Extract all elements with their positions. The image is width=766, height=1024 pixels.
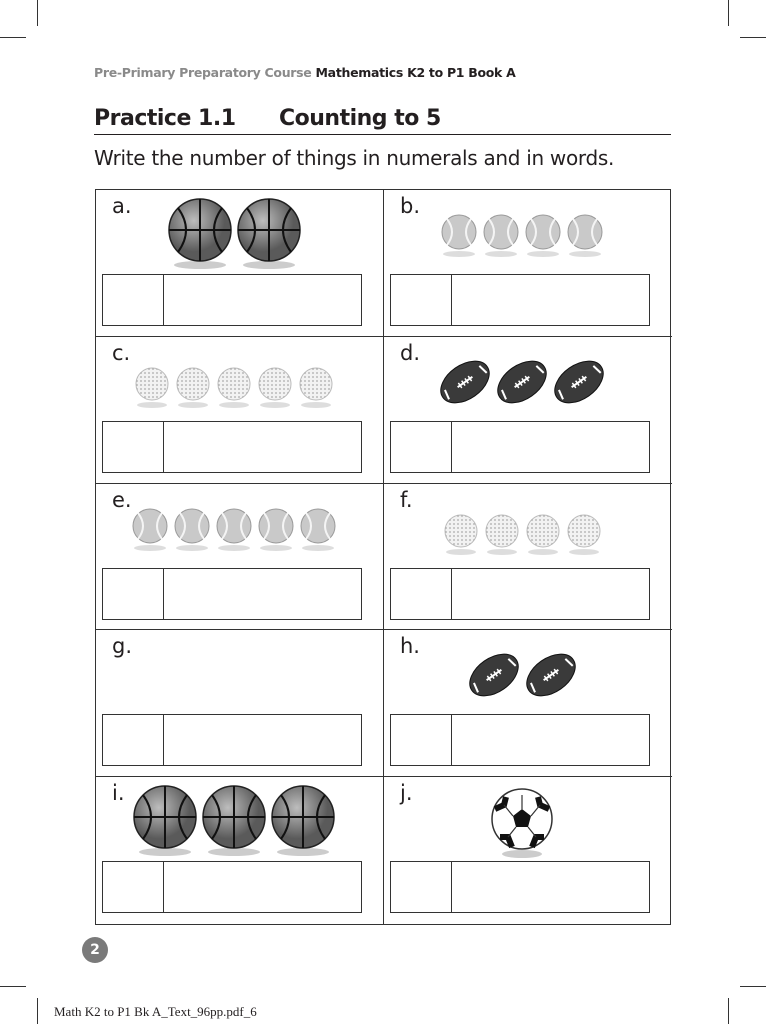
golf-ball-icon	[567, 514, 601, 560]
basketball-icon	[271, 785, 335, 861]
tennis-ball-icon	[216, 508, 252, 556]
answer-box	[390, 861, 650, 913]
tennis-ball-icon	[525, 214, 561, 262]
exercise-e	[96, 484, 384, 631]
crop-mark	[728, 0, 729, 26]
answer-box	[390, 714, 650, 766]
word-answer-field[interactable]	[164, 275, 361, 325]
tennis-ball-icon	[300, 508, 336, 556]
item-letter: i.	[112, 781, 125, 806]
answer-box	[102, 568, 362, 620]
picture-group	[384, 514, 660, 560]
word-answer-field[interactable]	[452, 569, 649, 619]
american-football-icon	[438, 355, 492, 413]
exercise-d	[384, 337, 672, 484]
file-footer: Math K2 to P1 Bk A_Text_96pp.pdf_6	[54, 1004, 257, 1019]
tennis-ball-icon	[174, 508, 210, 556]
answer-box	[102, 714, 362, 766]
picture-group	[96, 785, 372, 861]
answer-box	[102, 274, 362, 326]
tennis-ball-icon	[483, 214, 519, 262]
crop-mark	[0, 37, 26, 38]
tennis-ball-icon	[258, 508, 294, 556]
picture-group	[384, 214, 660, 262]
exercise-b	[384, 190, 672, 337]
picture-group	[96, 508, 372, 556]
golf-ball-icon	[135, 367, 169, 413]
item-letter: a.	[112, 194, 132, 218]
basketball-icon	[133, 785, 197, 861]
numeral-answer-field[interactable]	[103, 862, 164, 912]
item-letter: b.	[400, 194, 421, 218]
crop-mark	[728, 998, 729, 1024]
numeral-answer-field[interactable]	[391, 569, 452, 619]
exercise-h	[384, 630, 672, 777]
exercise-c	[96, 337, 384, 484]
item-letter: h.	[400, 634, 420, 659]
word-answer-field[interactable]	[164, 715, 361, 765]
word-answer-field[interactable]	[452, 715, 649, 765]
crop-mark	[740, 986, 766, 987]
page-title	[94, 106, 671, 135]
numeral-answer-field[interactable]	[103, 569, 164, 619]
numeral-answer-field[interactable]	[391, 862, 452, 912]
word-answer-field[interactable]	[452, 422, 649, 472]
golf-ball-icon	[526, 514, 560, 560]
exercise-i	[96, 777, 384, 924]
crop-mark	[37, 0, 38, 26]
running-header	[94, 65, 516, 80]
numeral-answer-field[interactable]	[391, 422, 452, 472]
crop-mark	[37, 998, 38, 1024]
book-name: Mathematics K2 to P1 Book A	[315, 65, 516, 80]
crop-mark	[0, 986, 26, 987]
golf-ball-icon	[217, 367, 251, 413]
item-letter: g.	[112, 634, 133, 659]
exercise-a	[96, 190, 384, 337]
answer-box	[390, 568, 650, 620]
word-answer-field[interactable]	[452, 275, 649, 325]
word-answer-field[interactable]	[164, 569, 361, 619]
numeral-answer-field[interactable]	[103, 275, 164, 325]
answer-box	[390, 421, 650, 473]
american-football-icon	[524, 648, 578, 706]
item-letter: j.	[400, 781, 413, 806]
american-football-icon	[552, 355, 606, 413]
basketball-icon	[168, 198, 232, 274]
answer-box	[390, 274, 650, 326]
basketball-icon	[202, 785, 266, 861]
american-football-icon	[467, 648, 521, 706]
answer-box	[102, 861, 362, 913]
course-name: Pre-Primary Preparatory Course	[94, 65, 312, 80]
basketball-icon	[237, 198, 301, 274]
word-answer-field[interactable]	[452, 862, 649, 912]
golf-ball-icon	[485, 514, 519, 560]
golf-ball-icon	[299, 367, 333, 413]
golf-ball-icon	[258, 367, 292, 413]
instruction: Write the number of things in numerals and in words.	[94, 146, 615, 170]
item-letter: c.	[112, 340, 131, 365]
page-number: 2	[82, 937, 108, 963]
exercise-g	[96, 630, 384, 777]
numeral-answer-field[interactable]	[103, 715, 164, 765]
numeral-answer-field[interactable]	[103, 422, 164, 472]
numeral-answer-field[interactable]	[391, 275, 452, 325]
item-letter: f.	[400, 487, 413, 512]
exercise-j	[384, 777, 672, 924]
picture-group	[384, 355, 660, 413]
picture-group	[96, 367, 372, 413]
exercise-grid	[95, 189, 671, 925]
answer-box	[102, 421, 362, 473]
exercise-f	[384, 484, 672, 631]
american-football-icon	[495, 355, 549, 413]
practice-number: Practice 1.1	[94, 106, 236, 131]
crop-mark	[740, 37, 766, 38]
numeral-answer-field[interactable]	[391, 715, 452, 765]
picture-group	[96, 198, 372, 274]
tennis-ball-icon	[441, 214, 477, 262]
word-answer-field[interactable]	[164, 422, 361, 472]
picture-group	[384, 787, 660, 863]
soccer-ball-icon	[490, 787, 554, 863]
tennis-ball-icon	[132, 508, 168, 556]
word-answer-field[interactable]	[164, 862, 361, 912]
golf-ball-icon	[444, 514, 478, 560]
picture-group	[384, 648, 660, 706]
tennis-ball-icon	[567, 214, 603, 262]
golf-ball-icon	[176, 367, 210, 413]
item-letter: d.	[400, 340, 421, 365]
item-letter: e.	[112, 487, 132, 512]
practice-topic: Counting to 5	[279, 106, 441, 131]
